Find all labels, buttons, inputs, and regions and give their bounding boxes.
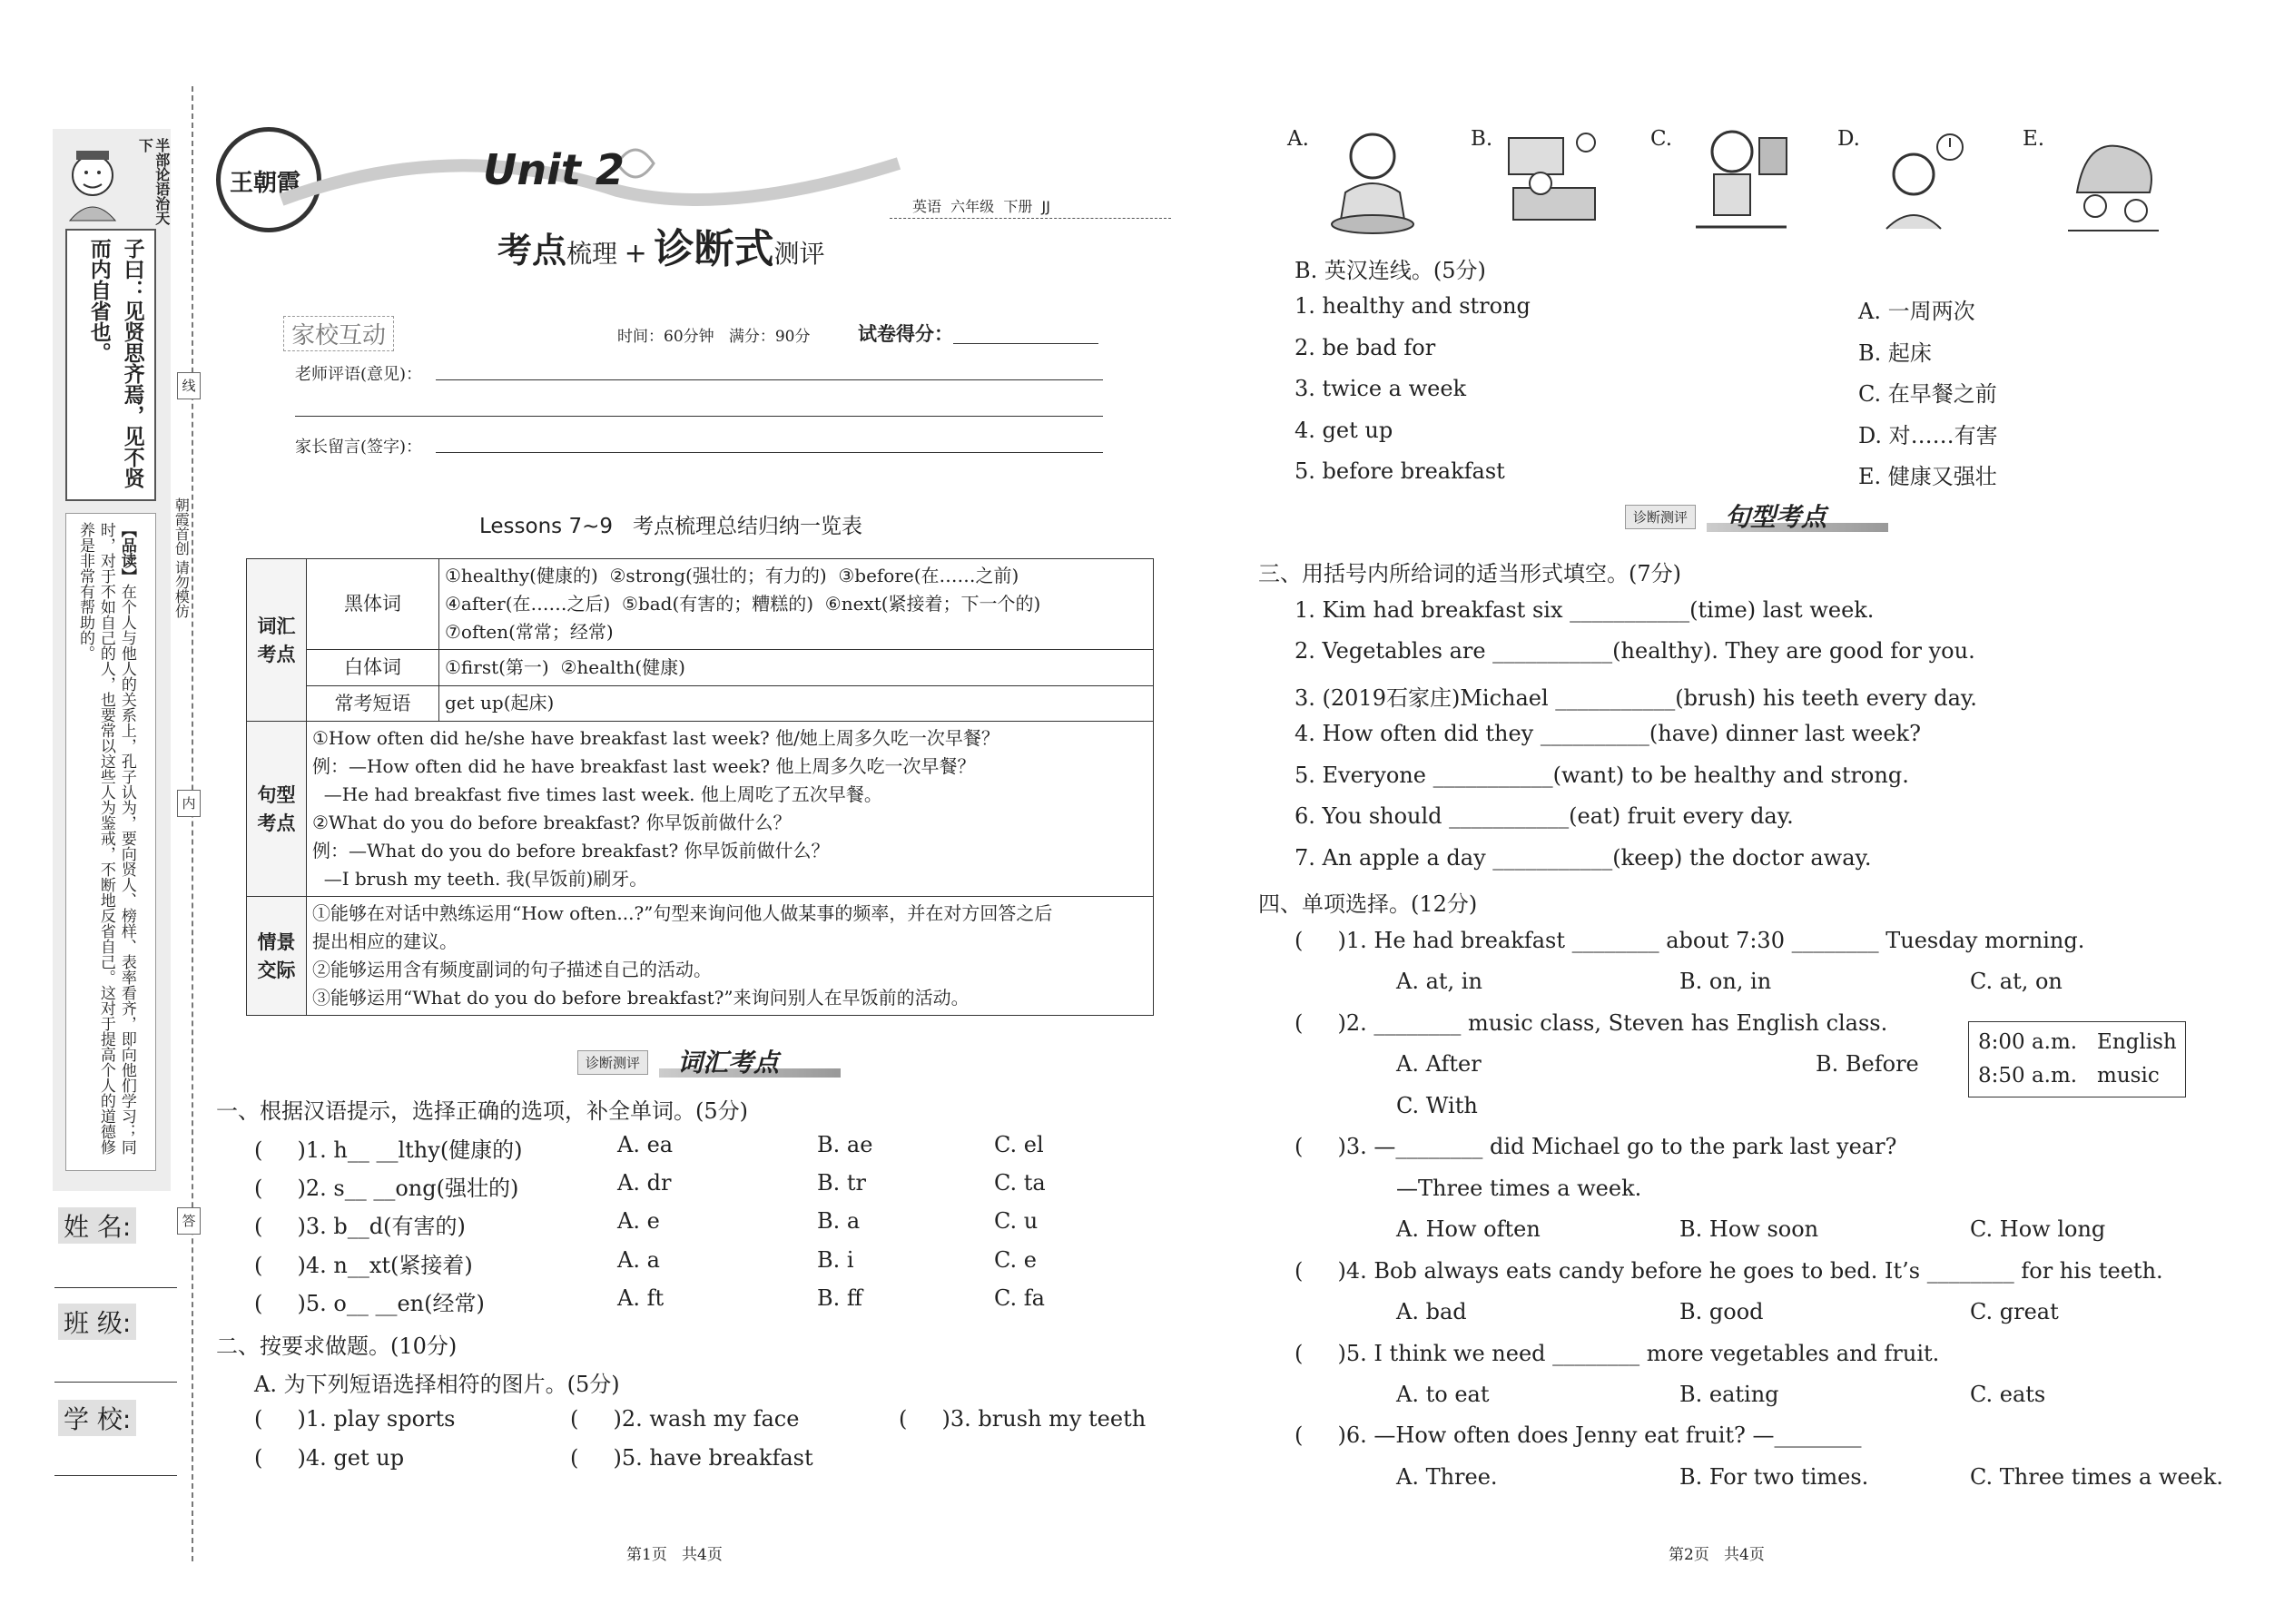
cut-mark-2: 内 (177, 790, 201, 817)
sec1-title: 一、根据汉语提示，选择正确的选项，补全单词。(5分) (216, 1098, 748, 1124)
sec4-q5-b[interactable]: B. eating (1679, 1382, 1779, 1407)
score-label: 试卷得分： (858, 323, 953, 345)
match-right-3[interactable]: C. 在早餐之前 (1858, 381, 1997, 407)
match-left-4[interactable]: 4. get up (1295, 418, 1393, 443)
sec4-q6: ( )6. —How often does Jenny eat fruit? —________ (1295, 1422, 1862, 1448)
schedule-row-1: 8:00 a.m. English (1978, 1030, 2177, 1054)
sec3-q6[interactable]: 6. You should ___________(eat) fruit every day. (1295, 803, 1794, 829)
tag-line (890, 218, 1171, 219)
pic-label-c: C. (1650, 127, 1673, 151)
sentence-banner (1625, 501, 1897, 534)
name-field-label: 姓 名: (58, 1207, 136, 1244)
cut-mark-1: 线 (177, 372, 201, 399)
title-a: 考点 (497, 231, 567, 271)
brushing-teeth-icon (1687, 120, 1796, 238)
situation-1: ①能够在对话中熟练运用“How often...?”句型来询问他人做某事的频率，并在对方回答之后 (312, 902, 1053, 925)
sec2-a5: ( )5. have breakfast (570, 1445, 813, 1471)
vocab-head: 词汇考点 (247, 559, 307, 722)
situations (307, 897, 1154, 1016)
sentence-6: —I brush my teeth. 我(早饭前)刷牙。 (312, 868, 648, 891)
pic-label-e: E. (2023, 127, 2045, 151)
sentence-banner-tag: 诊断测评 (1625, 505, 1696, 529)
get-up-icon (1500, 120, 1609, 238)
sec1-q3-c[interactable]: C. u (994, 1208, 1039, 1234)
sec4-title: 四、单项选择。(12分) (1258, 891, 1478, 917)
parent-label: 家长留言(签字)： (295, 438, 423, 457)
footer-page-1: 第1页 共4页 (626, 1546, 723, 1564)
sec2-partA: A. 为下列短语选择相符的图片。(5分) (254, 1372, 620, 1397)
sentence-head: 句型考点 (247, 722, 307, 897)
sec3-q4[interactable]: 4. How often did they __________(have) dinner last week? (1295, 721, 1921, 746)
sec4-q4: ( )4. Bob always eats candy before he goes to bed. It’s ________ for his teeth. (1295, 1258, 2163, 1284)
sec3-q5[interactable]: 5. Everyone ___________(want) to be healthy and strong. (1295, 763, 1909, 788)
sec4-q6-b[interactable]: B. For two times. (1679, 1464, 1869, 1490)
summary-table (246, 558, 1154, 1016)
breakfast-clock-icon (1868, 120, 1977, 238)
sec3-q7[interactable]: 7. An apple a day ___________(keep) the doctor away. (1295, 845, 1872, 871)
bold-words-label: 黑体词 (307, 559, 439, 650)
sidebar-commentary (74, 522, 137, 1166)
sec2-a4: ( )4. get up (254, 1445, 405, 1471)
phrases-label: 常考短语 (307, 685, 439, 722)
sec1-q1-a[interactable]: A. ea (617, 1132, 674, 1157)
sec2-a1: ( )1. play sports (254, 1406, 456, 1432)
pic-label-b: B. (1471, 127, 1493, 151)
sentence-4: ②What do you do before breakfast? 你早饭前做什么？ (312, 812, 792, 834)
sentence-banner-title: 句型考点 (1725, 502, 1827, 532)
brand-text: 王朝霞 (230, 170, 301, 197)
sec3-q2[interactable]: 2. Vegetables are ___________(healthy). They are good for you. (1295, 638, 1975, 664)
match-left-1[interactable]: 1. healthy and strong (1295, 293, 1531, 319)
school-field-line[interactable] (54, 1475, 177, 1476)
match-left-3[interactable]: 3. twice a week (1295, 376, 1467, 401)
pic-label-d: D. (1837, 127, 1860, 151)
sec2-a3: ( )3. brush my teeth (899, 1406, 1147, 1432)
situation-3: ②能够运用含有频度副词的句子描述自己的活动。 (312, 959, 712, 981)
book-tag: 英语 六年级 下册 JJ (912, 198, 1050, 215)
sec3-title: 三、用括号内所给词的适当形式填空。(7分) (1258, 561, 1681, 586)
sec4-q2: ( )2. ________ music class, Steven has English class. (1295, 1010, 1888, 1036)
title-b: 梳理 (566, 239, 618, 269)
title-e: 测评 (773, 239, 825, 269)
teacher-line-2[interactable] (295, 416, 1103, 417)
sec1-q4: ( )4. n__xt(紧接着) (254, 1253, 473, 1278)
parent-line[interactable] (436, 452, 1103, 453)
sec1-q2-a[interactable]: A. dr (617, 1170, 672, 1196)
sidebar-quote: 子曰：见贤思齐焉，见不贤而内自省也。 (86, 238, 145, 488)
sec1-q1: ( )1. h__ __lthy(健康的) (254, 1137, 523, 1163)
sentence-1: ①How often did he/she have breakfast last week? 他/她上周多久吃一次早餐？ (312, 727, 999, 750)
bold-words-3: ⑦often(常常；经常) (445, 621, 614, 643)
match-right-4[interactable]: D. 对……有害 (1858, 423, 1998, 448)
play-sports-icon (2059, 120, 2168, 238)
sec1-q4-b[interactable]: B. i (817, 1247, 854, 1273)
sec1-q1-b[interactable]: B. ae (817, 1132, 873, 1157)
sec4-q4-a[interactable]: A. bad (1396, 1299, 1467, 1324)
sentence-2: 例：—How often did he have breakfast last week? 他上周多久吃一次早餐？ (312, 755, 976, 778)
sec2-title: 二、按要求做题。(10分) (216, 1334, 458, 1359)
sec4-q3-b[interactable]: B. How soon (1679, 1216, 1819, 1242)
school-field-label: 学 校: (58, 1400, 136, 1436)
sec1-q3: ( )3. b__d(有害的) (254, 1214, 466, 1239)
bold-words-2: ④after(在……之后) ⑤bad(有害的；糟糕的) ⑥next(紧接着；下一个的) (445, 593, 1041, 615)
sec2-partB: B. 英汉连线。(5分) (1295, 258, 1486, 283)
sec4-q5-a[interactable]: A. to eat (1396, 1382, 1490, 1407)
sec4-q1-b[interactable]: B. on, in (1679, 969, 1772, 994)
sec1-q5-a[interactable]: A. ft (617, 1285, 665, 1311)
commentary-label: 【品读】 (117, 522, 136, 584)
title-d: 诊断式 (654, 226, 774, 272)
unit-title: Unit 2 (483, 145, 625, 194)
sec4-q3-a[interactable]: A. How often (1396, 1216, 1541, 1242)
vocab-banner-tag: 诊断测评 (577, 1050, 648, 1075)
title-c: + (624, 238, 647, 270)
teacher-label: 老师评语(意见)： (295, 365, 423, 384)
class-field-line[interactable] (54, 1382, 177, 1383)
match-right-1[interactable]: A. 一周两次 (1858, 299, 1975, 324)
bold-words (439, 559, 1154, 650)
sec1-q5: ( )5. o__ __en(经常) (254, 1291, 485, 1316)
name-field-line[interactable] (54, 1287, 177, 1288)
sec4-q6-c[interactable]: C. Three times a week. (1970, 1464, 2224, 1490)
cut-mark-3: 答 (177, 1207, 201, 1235)
sec1-q4-a[interactable]: A. a (617, 1247, 660, 1273)
sec1-q5-b[interactable]: B. ff (817, 1285, 862, 1311)
sec4-q2-c[interactable]: C. With (1396, 1093, 1478, 1118)
match-right-2[interactable]: B. 起床 (1858, 340, 1932, 366)
match-left-5[interactable]: 5. before breakfast (1295, 458, 1505, 484)
match-left-2[interactable]: 2. be bad for (1295, 335, 1436, 360)
sec4-q4-c[interactable]: C. great (1970, 1299, 2059, 1324)
sec1-q5-c[interactable]: C. fa (994, 1285, 1045, 1311)
sec4-q5: ( )5. I think we need ________ more vegetables and fruit. (1295, 1341, 1940, 1366)
sec4-q6-a[interactable]: A. Three. (1396, 1464, 1498, 1490)
sec4-q1-a[interactable]: A. at, in (1396, 969, 1482, 994)
sec4-q3-reply: —Three times a week. (1396, 1176, 1642, 1201)
sec4-q1-c[interactable]: C. at, on (1970, 969, 2063, 994)
sec1-q2-c[interactable]: C. ta (994, 1170, 1046, 1196)
class-field-label: 班 级: (58, 1304, 136, 1340)
time-score: 时间：60分钟 满分：90分 (617, 328, 811, 346)
sentence-patterns (307, 722, 1154, 897)
sentence-3: —He had breakfast five times last week. 他上周吃了五次早餐。 (312, 783, 882, 806)
sec3-q1[interactable]: 1. Kim had breakfast six ___________(time) last week. (1295, 597, 1875, 623)
footer-page-2: 第2页 共4页 (1669, 1546, 1765, 1564)
sec3-q3[interactable]: 3. (2019石家庄)Michael ___________(brush) his teeth every day. (1295, 685, 1977, 711)
page-title (497, 216, 824, 274)
cut-line (192, 86, 193, 1561)
sec1-q1-c[interactable]: C. el (994, 1132, 1044, 1157)
match-right-5[interactable]: E. 健康又强壮 (1858, 464, 1997, 489)
schedule-box (1968, 1021, 2186, 1097)
teacher-line-1[interactable] (436, 379, 1103, 380)
sec1-q4-c[interactable]: C. e (994, 1247, 1037, 1273)
sec1-q3-a[interactable]: A. e (617, 1208, 660, 1234)
situation-head: 情景交际 (247, 897, 307, 1016)
sec4-q5-c[interactable]: C. eats (1970, 1382, 2046, 1407)
white-words: ①first(第一) ②health(健康) (439, 650, 1154, 686)
vocab-banner (577, 1047, 850, 1079)
sidebar-logo-chars: 半部论语治天下 (136, 138, 171, 225)
pic-label-a: A. (1287, 127, 1309, 151)
home-school-badge: 家校互动 (283, 316, 394, 351)
situation-4: ③能够运用“What do you do before breakfast?”来询问别人在早饭前的活动。 (312, 987, 970, 1009)
sec2-a2: ( )2. wash my face (570, 1406, 800, 1432)
vocab-banner-title: 词汇考点 (677, 1048, 780, 1078)
phrases: get up(起床) (439, 685, 1154, 722)
sec4-q3: ( )3. —________ did Michael go to the park last year? (1295, 1134, 1897, 1159)
commentary-text: 在个人与他人的关系上，孔子认为，要向贤人、榜样、表率看齐，即向他们学习；同时，对于不如自己的人，也要常以这些人为鉴戒，不断地反省自己。这对于提高个人的道德修养是非常有帮助的。 (75, 522, 136, 1155)
sec1-q2-b[interactable]: B. tr (817, 1170, 867, 1196)
sec4-q2-a[interactable]: A. After (1396, 1051, 1482, 1077)
copyright-note: 朝霞首创 请勿模仿 (172, 497, 191, 619)
summary-title: Lessons 7~9 考点梳理总结归纳一览表 (479, 515, 862, 538)
score-line[interactable] (953, 343, 1098, 344)
sentence-5: 例：—What do you do before breakfast? 你早饭前做什么？ (312, 840, 830, 862)
washing-face-icon (1318, 120, 1427, 238)
sec4-q1: ( )1. He had breakfast ________ about 7:30 ________ Tuesday morning. (1295, 928, 2085, 953)
bold-words-1: ①healthy(健康的) ②strong(强壮的；有力的) ③before(在……之前) (445, 565, 1019, 586)
sec4-q4-b[interactable]: B. good (1679, 1299, 1764, 1324)
sec4-q3-c[interactable]: C. How long (1970, 1216, 2106, 1242)
sec1-q2: ( )2. s__ __ong(强壮的) (254, 1176, 519, 1201)
sec1-q3-b[interactable]: B. a (817, 1208, 861, 1234)
situation-2: 提出相应的建议。 (312, 930, 458, 953)
sec4-q2-b[interactable]: B. Before (1816, 1051, 1919, 1077)
white-words-label: 白体词 (307, 650, 439, 686)
schedule-row-2: 8:50 a.m. music (1978, 1063, 2160, 1088)
